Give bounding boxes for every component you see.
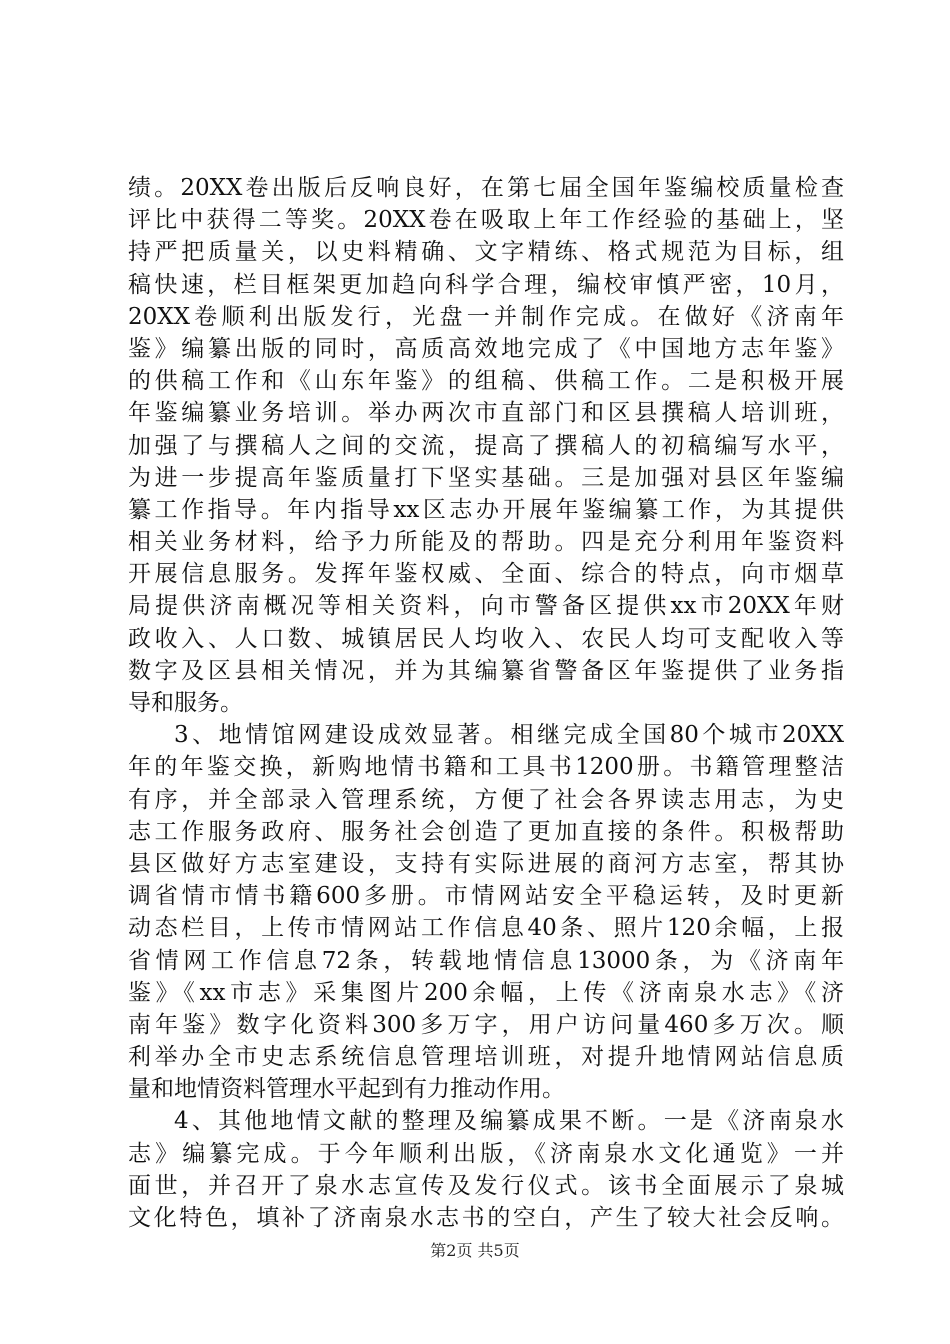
text-line: 政收入、人口数、城镇居民人均收入、农民人均可支配收入等 <box>128 625 844 652</box>
text-line: 导和服务。 <box>128 690 243 716</box>
text-line: 鉴》《xx市志》采集图片200余幅，上传《济南泉水志》《济 <box>128 979 844 1006</box>
text-line: 局提供济南概况等相关资料，向市警备区提供xx市20XX年财 <box>128 593 844 620</box>
text-line: 评比中获得二等奖。20XX卷在吸取上年工作经验的基础上，坚 <box>128 207 844 234</box>
text-line: 年鉴编纂业务培训。举办两次市直部门和区县撰稿人培训班， <box>128 400 844 427</box>
text-line: 省情网工作信息72条，转载地情信息13000条，为《济南年 <box>128 947 844 974</box>
body-text <box>128 172 844 1234</box>
text-line: 绩。20XX卷出版后反响良好，在第七届全国年鉴编校质量检查 <box>128 175 844 201</box>
page-footer: 第2页 共5页 <box>430 1241 520 1260</box>
text-line: 鉴》编纂出版的同时，高质高效地完成了《中国地方志年鉴》 <box>128 335 844 362</box>
text-line: 面世，并召开了泉水志宣传及发行仪式。该书全面展示了泉城 <box>128 1172 844 1199</box>
text-line: 3、地情馆网建设成效显著。相继完成全国80个城市20XX <box>174 722 844 749</box>
text-line: 相关业务材料，给予力所能及的帮助。四是充分利用年鉴资料 <box>128 529 844 556</box>
text-line: 为进一步提高年鉴质量打下坚实基础。三是加强对县区年鉴编 <box>128 464 844 491</box>
text-line: 持严把质量关，以史料精确、文字精练、格式规范为目标，组 <box>128 239 844 266</box>
text-line: 纂工作指导。年内指导xx区志办开展年鉴编纂工作，为其提供 <box>128 496 844 523</box>
text-line: 南年鉴》数字化资料300多万字，用户访问量460多万次。顺 <box>128 1011 844 1038</box>
text-line: 文化特色，填补了济南泉水志书的空白，产生了较大社会反响。 <box>128 1205 844 1231</box>
text-line: 4、其他地情文献的整理及编纂成果不断。一是《济南泉水 <box>174 1108 844 1135</box>
text-line: 稿快速，栏目框架更加趋向科学合理，编校审慎严密，10月， <box>128 271 844 298</box>
text-line: 年的年鉴交换，新购地情书籍和工具书1200册。书籍管理整洁 <box>128 754 844 781</box>
text-line: 量和地情资料管理水平起到有力推动作用。 <box>128 1076 565 1103</box>
text-line: 动态栏目，上传市情网站工作信息40条、照片120余幅，上报 <box>128 915 844 942</box>
text-line: 的供稿工作和《山东年鉴》的组稿、供稿工作。二是积极开展 <box>128 368 844 395</box>
text-line: 开展信息服务。发挥年鉴权威、全面、综合的特点，向市烟草 <box>128 561 844 588</box>
text-line: 利举办全市史志系统信息管理培训班，对提升地情网站信息质 <box>128 1044 844 1071</box>
text-line: 调省情市情书籍600多册。市情网站安全平稳运转，及时更新 <box>128 883 844 910</box>
text-line: 加强了与撰稿人之间的交流，提高了撰稿人的初稿编写水平， <box>128 432 844 459</box>
text-line: 20XX卷顺利出版发行，光盘一并制作完成。在做好《济南年 <box>128 303 844 330</box>
text-line: 志工作服务政府、服务社会创造了更加直接的条件。积极帮助 <box>128 818 844 845</box>
text-line: 志》编纂完成。于今年顺利出版，《济南泉水文化通览》一并 <box>128 1140 844 1167</box>
text-line: 数字及区县相关情况，并为其编纂省警备区年鉴提供了业务指 <box>128 657 844 684</box>
text-line: 县区做好方志室建设，支持有实际进展的商河方志室，帮其协 <box>128 850 844 877</box>
text-line: 有序，并全部录入管理系统，方便了社会各界读志用志，为史 <box>128 786 844 813</box>
